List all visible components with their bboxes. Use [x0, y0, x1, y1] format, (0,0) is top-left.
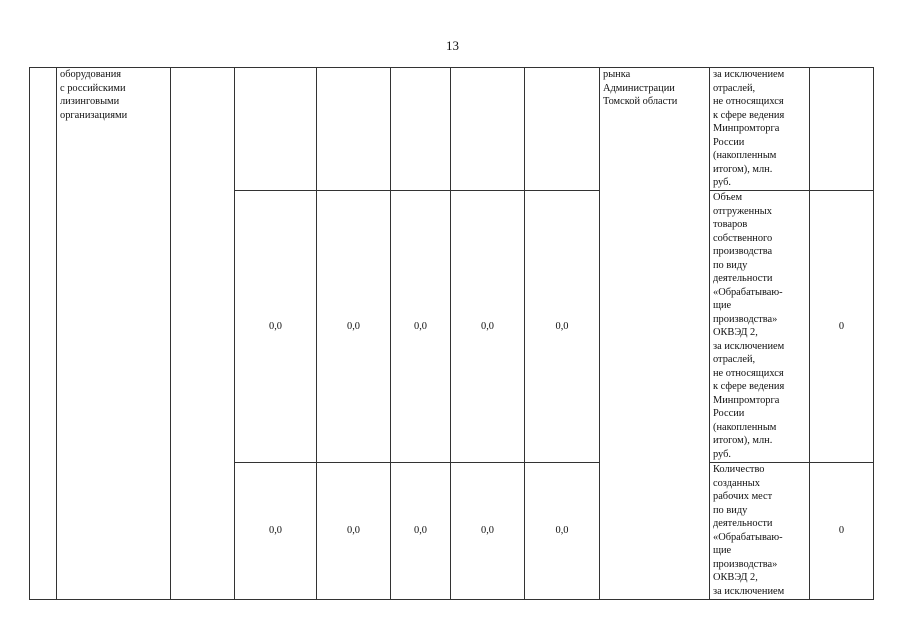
program-table: [29, 67, 874, 600]
measure-text: оборудования с российскими лизинговыми организациями: [60, 69, 128, 121]
indicator-cell: [710, 191, 810, 463]
value-cell: [391, 68, 451, 191]
value-cell: 0,0: [525, 191, 600, 463]
value-cell: 0,0: [317, 463, 391, 600]
value-cell: [525, 68, 600, 191]
value-cell: [235, 68, 317, 191]
value-cell: 0,0: [317, 191, 391, 463]
value-cell: 0,0: [391, 463, 451, 600]
value-cell: 0,0: [451, 191, 525, 463]
target-cell: 0: [810, 463, 874, 600]
value-cell: 0,0: [391, 191, 451, 463]
target-cell: [810, 68, 874, 191]
period-cell: [171, 68, 235, 600]
value-cell: 0,0: [235, 463, 317, 600]
table-row: [30, 68, 874, 191]
indicator-cell: [710, 68, 810, 191]
value-cell: 0,0: [451, 463, 525, 600]
value-cell: [451, 68, 525, 191]
indicator-text: Количество созданных рабочих мест по виду деятельности «Обрабатываю- щие производства» ОКВЭД 2, за исключением: [713, 464, 785, 597]
value-cell: 0,0: [235, 191, 317, 463]
indicator-cell: [710, 463, 810, 600]
indicator-text: за исключением отраслей, не относящихся к сфере ведения Минпромторга России (накопленным итогом), млн. руб.: [713, 69, 785, 188]
executor-cell: [600, 68, 710, 600]
target-cell: 0: [810, 191, 874, 463]
page-number: 13: [446, 38, 459, 53]
executor-text: рынка Администрации Томской области: [603, 69, 678, 107]
index-cell: [30, 68, 57, 600]
value-cell: [317, 68, 391, 191]
measure-cell: [57, 68, 171, 600]
indicator-text: Объем отгруженных товаров собственного производства по виду деятельности «Обрабатываю- щие производства» ОКВЭД 2, за исключением отраслей, не относящихся к сфере ведения Минпромторга России (накопленным итогом), млн. руб.: [713, 192, 785, 460]
value-cell: 0,0: [525, 463, 600, 600]
